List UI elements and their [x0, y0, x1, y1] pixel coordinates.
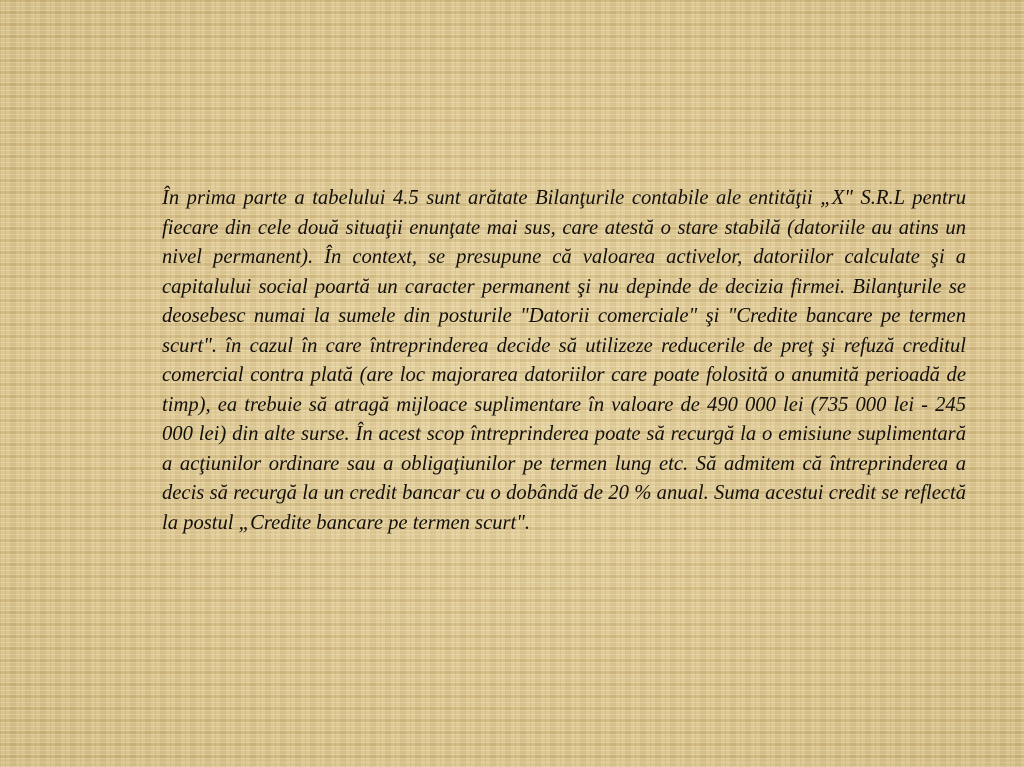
- body-paragraph: În prima parte a tabelului 4.5 sunt arătate Bilanţurile contabile ale entităţii „X" S.R.L pentru fiecare din cele două situaţii enunţate mai sus, care atestă o stare stabilă (datoriile au atins un nivel permanent). În context, se presupune că valoarea activelor, datoriilor calculate şi a capitalului social poartă un caracter permanent şi nu depinde de decizia firmei. Bilanţurile se deosebesc numai la sumele din posturile "Datorii comerciale" şi "Credite bancare pe termen scurt". în cazul în care întreprinderea decide să utilizeze reducerile de preţ şi refuză creditul comercial contra plată (are loc majorarea datoriilor care poate folosită o anumită perioadă de timp), ea trebuie să atragă mijloace suplimentare în valoare de 490 000 lei (735 000 lei - 245 000 lei) din alte surse. În acest scop întreprinderea poate să recurgă la o emisiune suplimentară a acţiunilor ordinare sau a obligaţiunilor pe termen lung etc. Să admitem că întreprinderea a decis să recurgă la un credit bancar cu o dobândă de 20 % anual. Suma acestui credit se reflectă la postul „Credite bancare pe termen scurt".: [162, 187, 966, 534]
